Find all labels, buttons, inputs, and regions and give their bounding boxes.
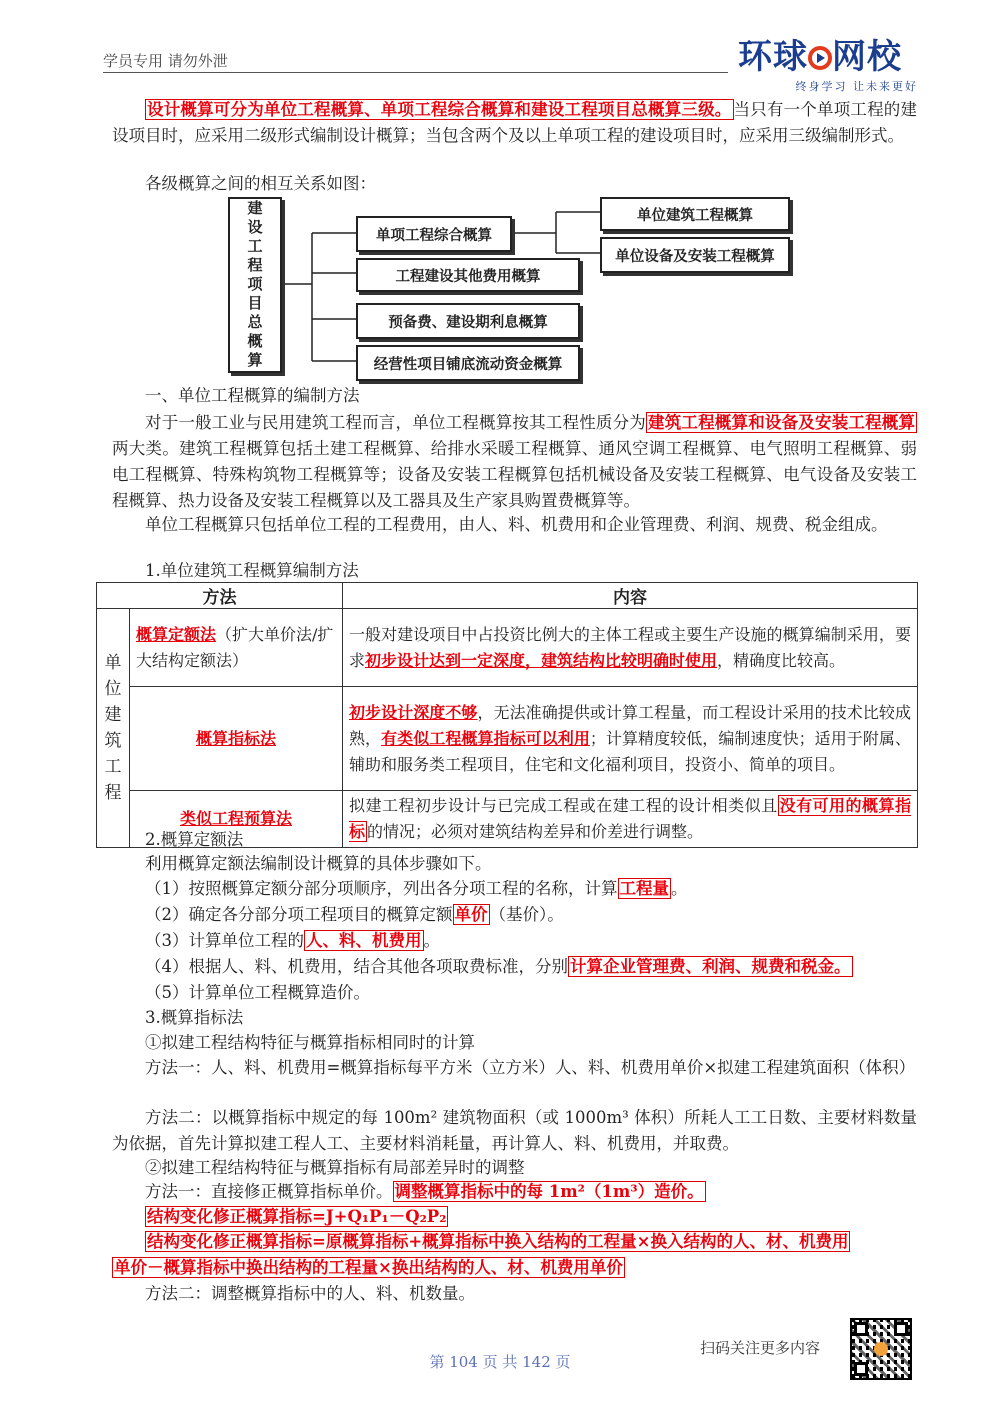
content-cell: 拟建工程初步设计与已完成工程或在建工程的设计相类似且 没有可用的概算指标 的情况；必须对建筑结构差异和价差进行调整。 [343,791,918,848]
logo-slogan: 终身学习 让未来更好 [795,80,918,93]
formula-1-text: 结构变化修正概算指标=J+Q₁P₁－Q₂P₂ [147,1207,447,1226]
intro-rest: 当只有一个单项工程的建设项目时，应采用二级形式编制设计概算；当包含两个及以上单项工程的建设项目时，应采用三级编制形式。 [112,100,918,145]
methods-table [96,582,918,848]
method-cell [130,609,343,687]
table-row [97,687,918,791]
header-content: 内容 [343,583,918,609]
diagram-caption: 各级概算之间的相互关系如图： [145,174,376,193]
logo-text-a: 环球 [738,37,808,77]
diagram-box-reserve-interest: 预备费、建设期利息概算 [356,303,580,339]
highlight-adjust-price: 调整概算指标中的每 1m²（1m³）造价。 [394,1182,704,1201]
section3-heading: 3.概算指标法 [145,1008,244,1027]
header-method: 方法 [97,583,343,609]
highlight-unit-price: 单价 [454,905,488,924]
scan-qr-caption: 扫码关注更多内容 [700,1339,821,1357]
logo-text-b: 网校 [832,37,902,77]
highlight-lmm-cost: 人、料、机费用 [306,931,422,950]
diagram-root-box: 建设工程项目总概算 [228,197,282,373]
formula-1 [112,1204,917,1230]
step-5: （5）计算单位工程概算造价。 [145,983,370,1002]
diagram-box-equipment: 单位设备及安装工程概算 [600,237,790,273]
header-watermark-text: 学员专用 请勿外泄 [103,52,228,70]
section2-heading: 2.概算定额法 [145,830,244,849]
highlight-three-levels: 设计概算可分为单位工程概算、单项工程综合概算和建设工程项目总概算三级。 [147,100,732,119]
formula-2-line-1: 结构变化修正概算指标=原概算指标+概算指标中换入结构的工程量×换入结构的人、材、机费用 [147,1232,849,1251]
content-cell: 一般对建设项目中占投资比例大的主体工程或主要生产设施的概算编制采用，要求初步设计达到一定深度，建筑结构比较明确时使用，精确度比较高。 [343,609,918,687]
diagram-box-other-costs: 工程建设其他费用概算 [356,258,580,292]
highlight-fees-taxes: 计算企业管理费、利润、规费和税金。 [570,957,851,976]
case-1-heading: ①拟建工程结构特征与概算指标相同时的计算 [145,1033,475,1052]
method-name: 概算定额法 [136,624,217,644]
method-alias: （扩大单价法/扩大结构定额法） [136,624,334,670]
case-2-heading: ②拟建工程结构特征与概算指标有局部差异时的调整 [145,1158,525,1177]
table-row [97,609,918,687]
step-4: （4）根据人、料、机费用，结合其他各项取费标准，分别 计算企业管理费、利润、规费和税金。 [145,957,851,976]
side-label: 单位建筑工程 [97,609,130,848]
key-point: 初步设计达到一定深度，建筑结构比较明确时使用 [365,650,718,670]
method-name: 概算指标法 [195,728,276,748]
key-point: 初步设计深度不够 [349,702,478,722]
section1-text-a: 对于一般工业与民用建筑工程而言，单位工程概算按其工程性质分为 [145,413,646,432]
formula-2 [112,1229,917,1255]
table-header-row [97,583,918,609]
case-2-method-1: 方法一：直接修正概算指标单价。 调整概算指标中的每 1m²（1m³）造价。 [145,1182,704,1201]
content-cell: 初步设计深度不够，无法准确提供或计算工程量，而工程设计采用的技术比较成熟，有类似工程概算指标可以利用；计算精度较低，编制速度快；适用于附属、辅助和服务类工程项目，住宅和文化福利项目，投资小、简单的项目。 [343,687,918,791]
step-1: （1）按照概算定额分部分项顺序，列出各分项工程的名称，计算 工程量 。 [145,879,688,898]
section1-heading: 一、单位工程概算的编制方法 [145,386,360,405]
case-1-method-1: 方法一：人、料、机费用=概算指标每平方米（立方米）人、料、机费用单价×拟建工程建筑面积（体积） [145,1058,916,1077]
formula-2-cont [112,1255,917,1281]
diagram-box-single-item: 单项工程综合概算 [356,216,512,252]
step-3: （3）计算单位工程的 人、料、机费用 。 [145,931,440,950]
page-number: 第 104 页 共 142 页 [429,1353,571,1371]
section1-text-b: 两大类。建筑工程概算包括土建工程概算、给排水采暖工程概算、通风空调工程概算、电气照明工程概算、弱电工程概算、特殊构筑物工程概算等；设备及安装工程概算包括机械设备及安装工程概算、电气设备及安装工程概算、热力设备及安装工程概算以及工器具及生产家具购置费概算等。 [112,439,917,510]
section1-subheading: 1.单位建筑工程概算编制方法 [145,561,359,580]
section1-paragraph [112,410,917,514]
highlight-quantity: 工程量 [619,879,669,898]
formula-2-line-2: 单价－概算指标中换出结构的工程量×换出结构的人、材、机费用单价 [114,1258,623,1277]
method-name: 类似工程预算法 [179,809,292,828]
highlight-two-types: 建筑工程概算和设备及安装工程概算 [648,413,916,432]
key-point: 没有可用的概算指标 [349,796,911,841]
diagram-box-working-capital: 经营性项目铺底流动资金概算 [356,345,580,381]
method-cell [130,687,343,791]
diagram-connectors [0,0,1000,400]
section1-paragraph-2: 单位工程概算只包括单位工程的工程费用，由人、料、机费用和企业管理费、利润、规费、税金组成。 [145,515,888,534]
case-2-method-2: 方法二：调整概算指标中的人、料、机数量。 [145,1284,475,1303]
key-point: 有类似工程概算指标可以利用 [381,728,590,748]
diagram-box-building: 单位建筑工程概算 [600,197,790,231]
section2-intro: 利用概算定额法编制设计概算的具体步骤如下。 [145,854,492,873]
case-1-method-2: 方法二：以概算指标中规定的每 100m² 建筑物面积（或 1000m³ 体积）所耗人工工日数、主要材料数量为依据，首先计算拟建工程人工、主要材料消耗量，再计算人、料、机费用，并取费。 [112,1108,917,1153]
step-2: （2）确定各分部分项工程项目的概算定额 单价 （基价）。 [145,905,564,924]
